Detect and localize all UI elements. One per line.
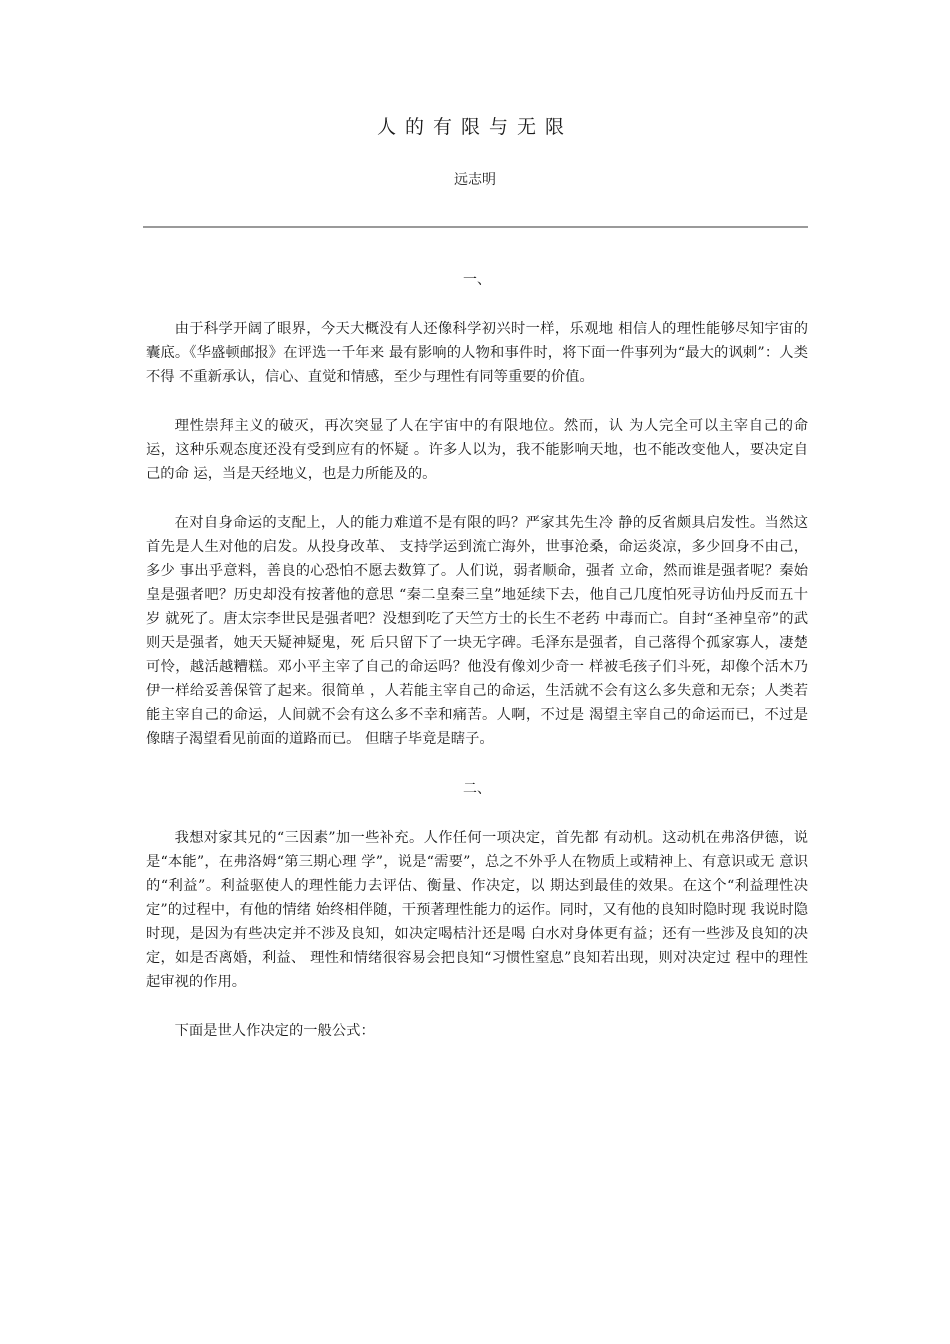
title-divider: [143, 226, 808, 228]
paragraph: 在对自身命运的支配上，人的能力难道不是有限的吗？严家其先生冷 静的反省颇具启发性。当然这首先是人生对他的启发。从投身改革、 支持学运到流亡海外，世事沧桑，命运炎凉，多少回身不由己，多少 事出乎意料，善良的心恐怕不愿去数算了。人们说，弱者顺命，强者 立命，然而谁是强者呢？秦始皇是强者吧？历史却没有按著他的意思 “秦二皇秦三皇”地延续下去，他自己几度怕死寻访仙丹反而五十岁 就死了。唐太宗李世民是强者吧？没想到吃了天竺方士的长生不老药 中毒而亡。自封“圣神皇帝”的武则天是强者，她天天疑神疑鬼，死 后只留下了一块无字碑。毛泽东是强者，自己落得个孤家寡人，凄楚 可怜，越活越糟糕。邓小平主宰了自己的命运吗？他没有像刘少奇一 样被毛孩子们斗死，却像个活木乃伊一样给妥善保管了起来。很简单 ，人若能主宰自己的命运，生活就不会有这么多失意和无奈；人类若 能主宰自己的命运，人间就不会有这么多不幸和痛苦。人啊，不过是 渴望主宰自己的命运而已，不过是像瞎子渴望看见前面的道路而已。 但瞎子毕竟是瞎子。: [146, 515, 808, 747]
paragraph: 下面是世人作决定的一般公式：: [174, 1023, 375, 1039]
paragraph: 理性崇拜主义的破灭，再次突显了人在宇宙中的有限地位。然而，认 为人完全可以主宰自己的命运，这种乐观态度还没有受到应有的怀疑 。许多人以为，我不能影响天地，也不能改变他人，要决定自己的命 运，当是天经地义，也是力所能及的。: [146, 418, 808, 482]
paragraph: 由于科学开阔了眼界，今天大概没有人还像科学初兴时一样，乐观地 相信人的理性能够尽知宇宙的囊底。《华盛顿邮报》在评选一千年来 最有影响的人物和事件时，将下面一件事列为“最大的讽刺”：人类不得 不重新承认，信心、直觉和情感，至少与理性有同等重要的价值。: [146, 321, 808, 385]
document-title: 人的有限与无限: [376, 116, 573, 138]
section-heading-2: 二、: [463, 781, 491, 797]
section-heading-1: 一、: [463, 272, 491, 288]
document-author: 远志明: [454, 172, 496, 188]
paragraph: 我想对家其兄的“三因素”加一些补充。人作任何一项决定，首先都 有动机。这动机在弗洛伊德，说是“本能”，在弗洛姆“第三期心理 学”，说是“需要”，总之不外乎人在物质上或精神上、有意识或无 意识的“利益”。利益驱使人的理性能力去评估、衡量、作决定，以 期达到最佳的效果。在这个“利益理性决定”的过程中，有他的情绪 始终相伴随，干预著理性能力的运作。同时，又有他的良知时隐时现 我说时隐时现，是因为有些决定并不涉及良知，如决定喝桔汁还是喝 白水对身体更有益；还有一些涉及良知的决定，如是否离婚，利益、 理性和情绪很容易会把良知“习惯性窒息”良知若出现，则对决定过 程中的理性起审视的作用。: [146, 830, 808, 990]
document-body: [146, 268, 808, 1043]
